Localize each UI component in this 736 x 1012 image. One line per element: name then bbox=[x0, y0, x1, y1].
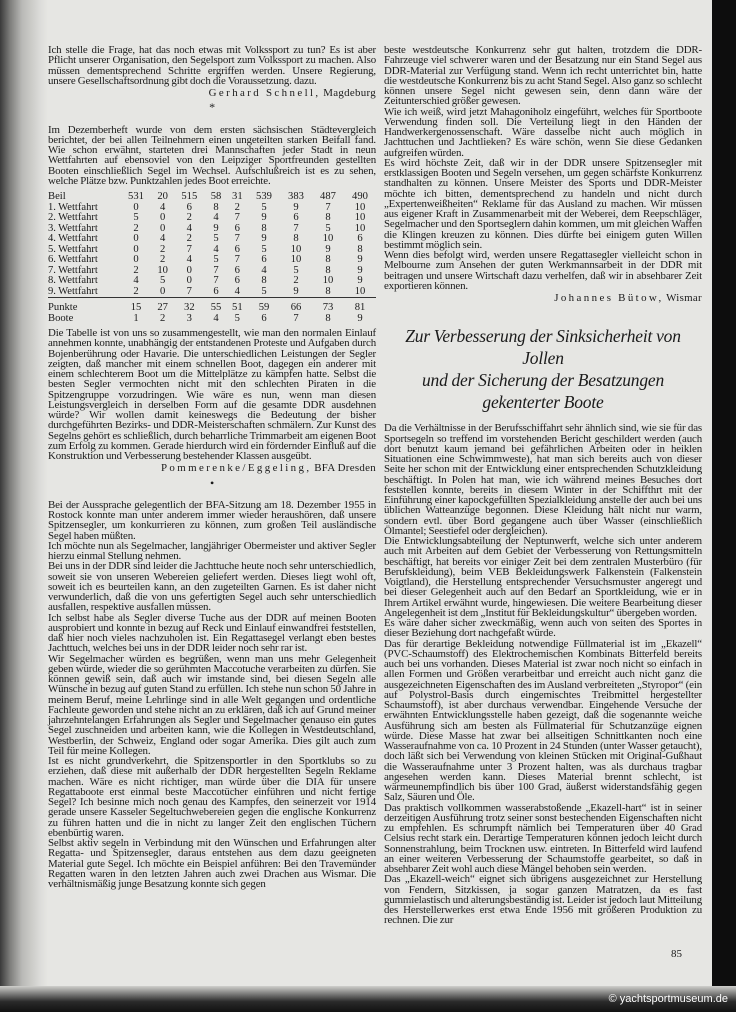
table-cell: 8 bbox=[213, 201, 219, 213]
table-header-row bbox=[48, 192, 376, 203]
table-cell: 73 bbox=[322, 302, 334, 313]
paragraph: Wenn dies befolgt wird, werden unsere Regattasegler vielleicht schon in Melbourne zum Ansehen der guten Werkmannsarbeit in der DDR mit beitragen und unsere Wirtschaft dazu verhelfen, daß wir in absehbarer Zeit exportieren können. bbox=[384, 249, 702, 292]
table-cell: 4 bbox=[186, 254, 192, 265]
table-cell: 10 bbox=[354, 222, 366, 234]
table-cell: 2 bbox=[186, 212, 192, 223]
author-place: BFA Dresden bbox=[311, 462, 376, 475]
table-cell: 7 bbox=[213, 275, 219, 286]
row-label: 3. Wettfahrt bbox=[48, 222, 98, 234]
table-cell: 6 bbox=[234, 275, 240, 286]
table-cell: 20 bbox=[157, 191, 168, 202]
table-cell: 31 bbox=[232, 191, 243, 202]
table-cell: 490 bbox=[352, 191, 368, 202]
table-cell: 539 bbox=[256, 191, 272, 202]
table-cell: 4 bbox=[186, 222, 192, 234]
table-cell: 9 bbox=[357, 312, 363, 324]
table-cell: 4 bbox=[261, 264, 267, 276]
paragraph: Bei uns in der DDR sind leider die Jachttuche heute noch sehr unterschiedlich, soweit sie von unseren Webereien geliefert werden. Dieses liegt wohl oft, soweit ich es beurteilen kann, an den zugeteilten Garnen. Es ist daher nicht verwunderlich, daß die von uns gefertigten Segel auch sehr unterschiedlich ausfallen, respektive ausfallen müssen. bbox=[48, 560, 376, 614]
table-cell: 2 bbox=[234, 201, 240, 213]
table-row bbox=[48, 276, 376, 287]
row-label: 9. Wettfahrt bbox=[48, 285, 98, 297]
table-cell: 7 bbox=[293, 222, 299, 234]
row-label: 7. Wettfahrt bbox=[48, 264, 98, 276]
row-label: 2. Wettfahrt bbox=[48, 212, 98, 223]
table-cell: 6 bbox=[234, 243, 240, 255]
paragraph: Da die Verhältnisse in der Berufsschiffahrt sehr ähnlich sind, wie sie für das Sportsegeln so treffend im vorstehenden Bericht geschildert werden (auch dort benutzt kaum jemand bei gefährlichen Arbeiten oder in heiklen Situationen eine Schwimmweste), hat man sich bereits auch von dieser Seite her schon mit der Entwicklung einer entsprechenden Schutzkleidung beschäftigt. In Polen hat man, wie ich während meines Besuches dort feststellen konnte, bereits in diesem Winter in der Schiffthrt mit der Einführung einer kapockgefüllten Spezialkleidung anstelle der auch bei uns üblichen Watteanzüge begonnen. Diese Kleidung hält nicht nur warm, sondern evtl. über Bord gegangene auch über Wasser (einschließlich Ölmantel; Seestiefel oder dergleichen). bbox=[384, 422, 702, 537]
table-cell: 6 bbox=[357, 233, 363, 244]
heading-line: und der Sicherung der Besatzungen gekenterter Boote bbox=[421, 370, 665, 413]
paragraph: Die Tabelle ist von uns so zusammengestellt, wie man den normalen Einlauf annehmen konnte, unabhängig der entstandenen Proteste und Aufgaben durch Bojenberührung oder Havarie. Die unterschiedlichen Leistungen der Segler zeigten, daß mancher mit einem schnellen Boot, dagegen ein anderer mit einem schlechterem Boot um die Mittelplätze zu kämpfen hatte. Selbst die besten Segler vermochten nicht mit den schlechten Piraten in die Spitzengruppe vorzudringen. Wie wäre es nun, wenn man diesen Leistungsvergleich in derselben Form auf die gesamte DDR ausdehnen würde? Wir wollen damit keineswegs die Bedeutung der bisher durchgeführten Bezirks- und DDR-Meisterschaften schmälern. Zur Kunst des Segelns gehört es schließlich, durch beharrliche Trimmarbeit am eigenen Boot zum Erfolg zu kommen. Gerade hierdurch wird ein fördernder Einfluß auf die Konstruktion und Verbesserung bestehender Klassen ausgeübt. bbox=[48, 327, 376, 462]
row-label: Beil bbox=[48, 191, 66, 202]
table-cell: 0 bbox=[133, 243, 139, 255]
table-cell: 10 bbox=[157, 264, 168, 276]
table-cell: 7 bbox=[234, 212, 240, 223]
table-cell: 5 bbox=[133, 212, 139, 223]
table-cell: 1 bbox=[133, 312, 139, 324]
author-signature bbox=[48, 88, 376, 98]
table-cell: 4 bbox=[213, 212, 219, 223]
table-cell: 8 bbox=[261, 222, 267, 234]
author-name: Gerhard Schnell, bbox=[208, 87, 321, 99]
table-row bbox=[48, 234, 376, 245]
table-cell: 8 bbox=[325, 212, 331, 223]
table-cell: 8 bbox=[325, 254, 331, 265]
table-cell: 10 bbox=[290, 243, 302, 255]
table-cell: 4 bbox=[160, 233, 166, 244]
table-cell: 51 bbox=[232, 302, 243, 313]
paragraph: Bei der Aussprache gelegentlich der BFA-Sitzung am 18. Dezember 1955 in Rostock konnte man unter anderem immer wieder heraushören, daß unsere Spitzensegler, um konkurrieren zu können, zum großen Teil ausländische Segel haben müßten. bbox=[48, 498, 376, 542]
scan-shadow-left bbox=[0, 0, 48, 1012]
table-cell: 4 bbox=[234, 285, 240, 297]
table-cell: 7 bbox=[293, 312, 299, 324]
table-cell: 5 bbox=[261, 201, 267, 213]
row-label: 4. Wettfahrt bbox=[48, 233, 98, 244]
table-cell: 6 bbox=[186, 201, 192, 213]
table-cell: 5 bbox=[325, 222, 331, 234]
paragraph: Das praktisch vollkommen wasserabstoßende „Ekazell-hart“ ist in seiner derzeitigen Ausführung trotz seiner sonst bestechenden Eigenschaften nicht zu empfehlen. Es schrumpft nämlich bei Temperaturen über 40 Grad Celsius recht stark ein. Derartige Temperaturen können jedoch leicht durch Sonnenstrahlung, beim Trocknen usw. eintreten. In Bitterfeld wird laufend an einer weiteren Verbesserung der Schaumstoffe gearbeitet, so daß in absehbarer Zeit wohl auch diese Mängel behoben sein werden. bbox=[384, 801, 702, 875]
row-label: Boote bbox=[48, 312, 74, 324]
table-cell: 15 bbox=[130, 302, 142, 313]
paragraph: Ist es nicht grundverkehrt, die Spitzensportler in den Sportklubs so zu erziehen, daß diese mit außerhalb der DDR hergestellten Segeln Reklame machen. Wäre es nicht richtiger, man würde über die DIA für unsere Regattaboote erst einmal beste Maccotücher einführen und nicht fertige Segel? Ich besinne mich noch genau des Kampfes, den seinerzeit vor 1914 gerade unsere Kasseler Segeltuchwebereien gegen die englische Konkurrenz zu führen hatten und die in nicht zu langer Zeit den englischen Tüchern ebenbürtig waren. bbox=[48, 755, 376, 839]
table-cell: 58 bbox=[210, 191, 222, 202]
table-cell: 0 bbox=[160, 222, 166, 234]
page-number: 85 bbox=[671, 947, 682, 960]
table-cell: 2 bbox=[160, 243, 166, 255]
author-name: Pommerenke/Eggeling, bbox=[160, 462, 312, 475]
table-cell: 8 bbox=[325, 285, 331, 297]
paragraph: Die Entwicklungsabteilung der Neptunwerft, welche sich unter anderem auch mit Arbeiten auf dem Gebiet der Verbesserung von Rettungsmitteln beschäftigt, hat bereits vor einiger Zeit bei dem zentralen Musterbüro (für Berufskleidung), beim VEB Bekleidungswerk Falkenstein (Falkenstein Voigtland), die Herstellung entsprechender Versuchsmuster angeregt und bei dieser Gelegenheit auch auf den Bedarf an Sportkleidung, wie er in Ihrem Artikel erwähnt wurde, hingewiesen. Die weitere Bearbeitung dieser Angelegenheit ist dem „Institut für Bekleidungskultur“ übergeben worden. bbox=[384, 535, 702, 619]
row-label: 8. Wettfahrt bbox=[48, 275, 98, 286]
table-cell: 9 bbox=[213, 222, 219, 234]
table-row bbox=[48, 287, 376, 298]
watermark: © yachtsportmuseum.de bbox=[608, 993, 728, 1005]
table-cell: 531 bbox=[128, 191, 144, 202]
table-cell: 487 bbox=[320, 191, 336, 202]
table-cell: 8 bbox=[261, 275, 267, 286]
table-cell: 5 bbox=[261, 285, 267, 297]
table-cell: 3 bbox=[186, 312, 192, 324]
table-cell: 9 bbox=[293, 285, 299, 297]
table-cell: 7 bbox=[234, 233, 240, 244]
table-cell: 0 bbox=[186, 275, 192, 286]
table-cell: 2 bbox=[133, 264, 139, 276]
paragraph: Ich stelle die Frage, hat das noch etwas mit Volkssport zu tun? Es ist aber Pflicht unserer Organisation, den Segelsport zum Volkssport zu machen. Also müssen dementsprechend Schritte ergriffen werden. Unsere Regierung, unsere Gesellschaftsordnung gibt doch die Voraussetzung. dazu. bbox=[48, 44, 376, 87]
table-cell: 10 bbox=[322, 275, 334, 286]
paragraph: Es wird höchste Zeit, daß wir in der DDR unsere Spitzensegler mit erstklassigen Booten und Segeln versehen, um gegen schärfste Konkurrenz standhalten zu können. Unsere Meister des Sports und DDR-Meister möchte ich bitten, dementsprechend zu handeln und nicht durch „Expertenweißheiten“ Reklame für das Ausland zu machen. Wir müssen aus eigener Kraft in Zusammenarbeit mit der Weberei, dem Reepschläger, Segelmacher und den Sportseglern dahin kommen, um mit gleichen Waffen die Klingen kreuzen zu können. Dies dürfte bei einigem guten Willen bestimmt möglich sein. bbox=[384, 156, 702, 251]
section-separator: * bbox=[209, 100, 215, 115]
table-cell: 81 bbox=[354, 302, 366, 313]
table-cell: 0 bbox=[160, 212, 166, 223]
table-cell: 27 bbox=[157, 302, 168, 313]
table-cell: 32 bbox=[184, 302, 195, 313]
author-name: Johannes Bütow, bbox=[554, 292, 664, 304]
paragraph: Ich selbst habe als Segler diverse Tuche aus der DDR auf meinen Booten ausprobiert und konnte in bezug auf Reck und Einlauf einwandfrei feststellen, daß hier noch vieles nachzuholen ist. Ein Regattasegel verlangt eben bestes Jachttuch, welches bei uns in der DDR leider noch sehr rar ist. bbox=[48, 611, 376, 655]
table-total-row bbox=[48, 314, 376, 325]
table-cell: 5 bbox=[213, 254, 219, 265]
table-cell: 9 bbox=[357, 275, 363, 286]
table-cell: 10 bbox=[290, 254, 302, 265]
table-cell: 10 bbox=[354, 212, 366, 223]
row-label: 1. Wettfahrt bbox=[48, 201, 98, 213]
table-cell: 9 bbox=[293, 201, 299, 213]
row-label: Punkte bbox=[48, 302, 78, 313]
paragraph: Es wäre daher sicher zweckmäßig, wenn auch von seiten des Sportes in dieser Beziehung dort nachgefaßt würde. bbox=[384, 617, 702, 640]
section-separator: • bbox=[209, 475, 215, 490]
table-cell: 6 bbox=[213, 285, 219, 297]
table-cell: 8 bbox=[325, 264, 331, 276]
article-heading bbox=[384, 325, 702, 413]
table-cell: 4 bbox=[213, 243, 219, 255]
heading-line: Zur Verbesserung der Sinksicherheit von Jollen bbox=[405, 326, 681, 369]
table-cell: 2 bbox=[133, 222, 139, 234]
table-cell: 9 bbox=[325, 243, 331, 255]
paragraph: Ich möchte nun als Segelmacher, langjähriger Obermeister und aktiver Segler hierzu einmal Stellung nehmen. bbox=[48, 539, 376, 562]
paragraph: beste westdeutsche Konkurrenz sehr gut halten, trotzdem die DDR-Fahrzeuge viel schwerer waren und der Besatzung nur ein Stand Segel aus DDR-Material zur Verfügung stand. Wenn ich recht unterrichtet bin, hatte die westdeutsche Konkurrenz bis zu acht Stand Segel. Also ganz so schlecht können unsere Segel nicht gewesen sein, denn dann wäre der Zeitunterschied größer gewesen. bbox=[384, 44, 702, 108]
table-cell: 2 bbox=[160, 312, 166, 324]
author-signature bbox=[48, 463, 376, 473]
table-cell: 5 bbox=[261, 243, 267, 255]
table-cell: 8 bbox=[293, 233, 299, 244]
table-cell: 66 bbox=[290, 302, 302, 313]
table-cell: 4 bbox=[213, 312, 219, 324]
table-cell: 2 bbox=[160, 254, 166, 265]
table-cell: 55 bbox=[210, 302, 222, 313]
table-cell: 5 bbox=[160, 275, 166, 286]
table-cell: 6 bbox=[234, 222, 240, 234]
table-cell: 4 bbox=[133, 275, 139, 286]
author-signature bbox=[384, 293, 702, 303]
table-cell: 2 bbox=[133, 285, 139, 297]
left-column bbox=[48, 45, 376, 889]
table-row bbox=[48, 255, 376, 266]
table-cell: 0 bbox=[133, 233, 139, 244]
table-cell: 6 bbox=[293, 212, 299, 223]
table-cell: 2 bbox=[293, 275, 299, 286]
table-cell: 5 bbox=[234, 312, 240, 324]
table-cell: 515 bbox=[181, 191, 198, 202]
table-cell: 10 bbox=[354, 201, 366, 213]
table-cell: 9 bbox=[357, 254, 363, 265]
table-total-row bbox=[48, 300, 376, 314]
table-cell: 9 bbox=[261, 212, 267, 223]
table-cell: 10 bbox=[354, 285, 366, 297]
author-place: Wismar bbox=[663, 292, 702, 304]
table-cell: 0 bbox=[186, 264, 192, 276]
scan-border-right bbox=[712, 0, 736, 1012]
table-cell: 0 bbox=[133, 254, 139, 265]
table-cell: 6 bbox=[261, 312, 267, 324]
table-cell: 8 bbox=[357, 243, 363, 255]
right-column bbox=[384, 45, 702, 961]
table-cell: 4 bbox=[160, 201, 166, 213]
table-cell: 9 bbox=[357, 264, 363, 276]
table-cell: 7 bbox=[234, 254, 240, 265]
row-label: 5. Wettfahrt bbox=[48, 243, 98, 255]
paragraph: Im Dezemberheft wurde von dem ersten sächsischen Städtevergleich berichtet, der bei allen Teilnehmern einen ungeteilten starken Beifall fand. Wie schon erwähnt, starteten drei Mannschaften jeder Stadt in neun Wettfahrten auf ebensoviel von den Leipziger Sportfreunden gestellten Booten einschließlich Segel im Wechsel. Aufschlußreich ist es zu sehen, welche Plätze bzw. Punktzahlen jedes Boot erreichte. bbox=[48, 123, 376, 187]
table-cell: 7 bbox=[325, 201, 331, 213]
author-place: Magdeburg bbox=[320, 87, 376, 99]
table-cell: 5 bbox=[213, 233, 219, 244]
table-cell: 0 bbox=[160, 285, 166, 297]
table-cell: 7 bbox=[186, 285, 192, 297]
paragraph: Wir Segelmacher würden es begrüßen, wenn man uns mehr Gelegenheit geben würde, wieder die so gerühmten Maccotuche verarbeiten zu dürfen. Sie können gewiß sein, daß auch wir imstande sind, bei diesen Segeln alle Wünsche in bezug auf guten Stand zu erfüllen. Ich stehe nun schon 50 Jahre in meinem Beruf, meine Lehrlinge sind in alle Welt gegangen und ordentliche Fachleute geworden und stehe nicht an zu erklären, daß ich auf Grund meiner jahrzehntelangen Erfahrungen als Segler und Segelmacher genauso ein gutes Segel zuschneiden und arbeiten kann, wie die Kollegen in Westdeutschland, Westberlin, der Schweiz, England oder sogar Amerika. Dies gilt auch zum Teil für meine Kollegen. bbox=[48, 652, 376, 757]
table-cell: 7 bbox=[186, 243, 192, 255]
paragraph: Das für derartige Bekleidung notwendige Füllmaterial ist im „Ekazell“ (PVC-Schaumstoff) des Elektrochemischen Kombinats Bitterfeld bereits auch bei uns vorhanden. Dieses Material ist zwar noch nicht so einfach in allen Formen und Größen verarbeitbar und erreicht auch nicht ganz die ausgezeichneten Eigenschaften des im Ausland verbreiteten „Styropor“ (ein auf Polystrol-Basis durch eingemischtes Treibmittel hergestellter Schaumstoff), ist aber durchaus verwendbar. Eingehende Versuche der erwähnten Entwicklungsstelle haben gezeigt, daß die sogenannte weiche Ausführung sich am besten als Füllmaterial für Schutzanzüge eignen würde. Diese Masse hat zwar bei allseitigen Schnittkanten noch eine Wasseraufnahme von ca. 10 Prozent in 24 Stunden (unter Wasser getaucht), doch läßt sich bei Verwendung von kleinen Stücken mit Original-Gußhaut die Wasseraufnahme unter 3 Prozent halten, was als durchaus tragbar angesehen werden kann. Dieses Material brennt schlecht, ist wärmeunempfindlich bis über 100 Grad, äußerst widerstandsfähig gegen Salz, Säuren und Öle. bbox=[384, 637, 702, 804]
paragraph: Selbst aktiv segeln in Verbindung mit den Wünschen und Erfahrungen alter Regatta- und Spitzensegler, daraus entstehen aus dem dazu geeigneten Material gute Segel. Ich möchte ein Beispiel anführen: Bei den Travemünder Regatten waren in den letzten Jahren auch zwei Drachen aus Wismar. Die verhältnismäßig junge Besatzung konnte sich gegen bbox=[48, 837, 376, 890]
table-cell: 5 bbox=[293, 264, 299, 276]
table-cell: 10 bbox=[322, 233, 334, 244]
table-cell: 2 bbox=[186, 233, 192, 244]
table-cell: 6 bbox=[261, 254, 267, 265]
results-table bbox=[48, 192, 376, 324]
table-cell: 8 bbox=[325, 312, 331, 324]
table-cell: 9 bbox=[261, 233, 267, 244]
paragraph: Das „Ekazell-weich“ eignet sich übrigens ausgezeichnet zur Herstellung von Fendern, Sitzkissen, ja sogar ganzen Matratzen, da es fast gummielastisch und alterungsbeständig ist. Leider ist jedoch laut Mitteilung des Herstellerwerkes erst etwa Ende 1956 mit größeren Produktion zu rechnen. Die zur bbox=[384, 873, 702, 927]
table-cell: 59 bbox=[258, 302, 270, 313]
table-cell: 6 bbox=[234, 264, 240, 276]
table-cell: 0 bbox=[133, 201, 139, 213]
paragraph: Wie ich weiß, wird jetzt Mahagoniholz eingeführt, welches für Sportboote Verwendung finden soll. Die Verteilung liegt in den Händen der Handwerkergenossenschaft. Wäre dasselbe nicht auch möglich in Jachttuchen und Jachtlieken? Es wäre schön, wenn Sie diese Gedanken aufgreifen würden. bbox=[384, 105, 702, 159]
row-label: 6. Wettfahrt bbox=[48, 254, 98, 265]
table-row bbox=[48, 213, 376, 224]
table-cell: 7 bbox=[213, 264, 219, 276]
table-cell: 383 bbox=[288, 191, 304, 202]
